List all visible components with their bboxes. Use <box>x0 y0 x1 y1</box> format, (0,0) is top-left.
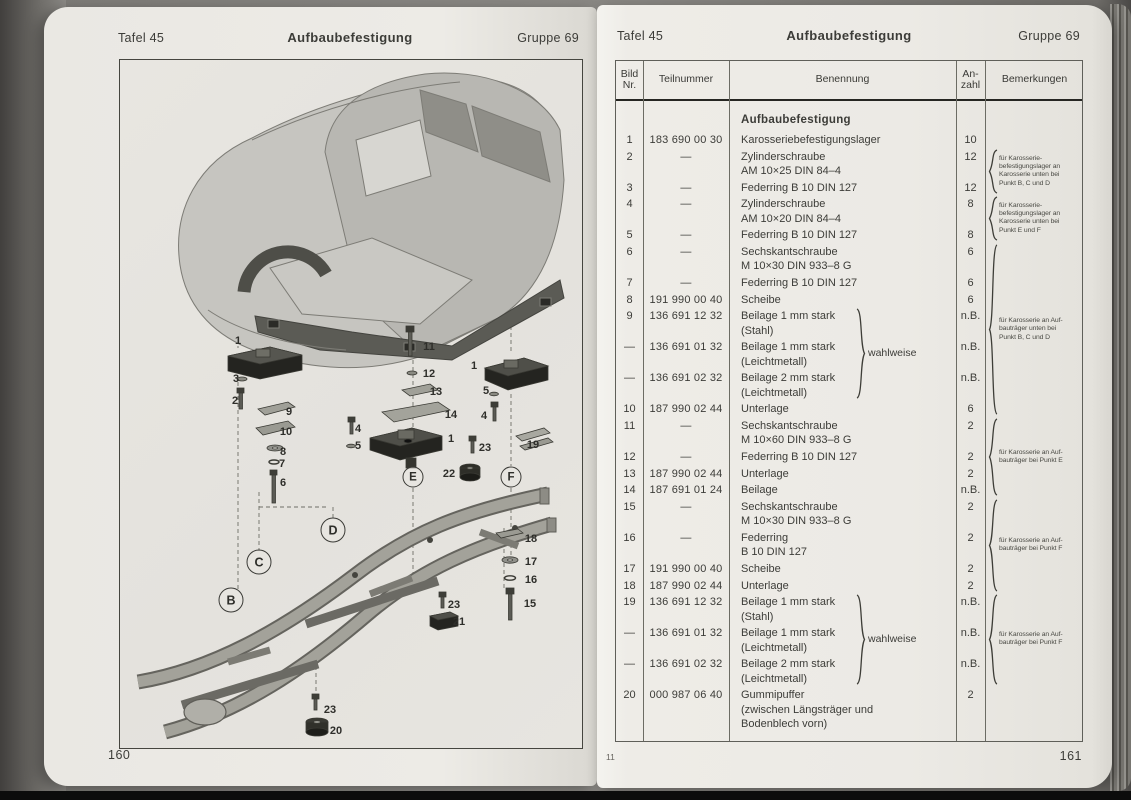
part-callout-8: 8 <box>279 446 287 458</box>
cell-bild-nr: 3 <box>626 181 633 194</box>
cell-bild-nr: 8 <box>626 293 633 306</box>
choice-brace-icon <box>856 594 866 685</box>
cell-teilnummer: 187 990 02 44 <box>649 579 723 592</box>
cell-benennung: Karosseriebefestigungslager <box>741 134 881 146</box>
book-page-stack-edge <box>1110 4 1131 791</box>
cell-bild-nr: 7 <box>626 277 633 290</box>
cell-benennung: Sechskantschraube M 10×30 DIN 933–8 G <box>741 501 852 528</box>
cell-benennung: Beilage 1 mm stark (Leichtmetall) <box>741 627 836 654</box>
cell-benennung: Unterlage <box>741 467 789 480</box>
part-callout-13: 13 <box>429 386 443 398</box>
exploded-view-diagram <box>119 59 583 749</box>
part-callout-16: 16 <box>524 574 538 586</box>
remark-brace-icon <box>988 594 998 685</box>
cell-anzahl: n.B. <box>960 341 981 354</box>
part-callout-6: 6 <box>279 477 287 489</box>
part-callout-5: 5 <box>482 385 490 397</box>
cell-anzahl: 12 <box>964 150 977 163</box>
cell-bild-nr: — <box>624 341 635 354</box>
cell-anzahl: n.B. <box>960 484 981 497</box>
cell-teilnummer: — <box>680 181 692 194</box>
cell-bild-nr: 6 <box>626 246 633 259</box>
cell-benennung: Federring B 10 DIN 127 <box>741 277 858 290</box>
part-callout-14: 14 <box>444 409 458 421</box>
right-plate-number: Tafel 45 <box>617 29 664 43</box>
part-callout-17: 17 <box>524 556 538 568</box>
cell-benennung: Beilage 1 mm stark (Leichtmetall) <box>741 341 836 368</box>
cell-teilnummer: — <box>680 150 692 163</box>
cell-anzahl: 2 <box>967 451 974 464</box>
cell-benennung: Unterlage <box>741 403 789 416</box>
part-callout-21: 21 <box>452 616 466 628</box>
cell-anzahl: 6 <box>967 403 974 416</box>
remark-note: für Karosserie an Auf- bauträger bei Punkt F <box>999 537 1063 553</box>
choice-brace-icon <box>856 308 866 399</box>
part-callout-19: 19 <box>526 439 540 451</box>
column-header-bemerkungen: Bemerkungen <box>1001 73 1068 86</box>
parts-table <box>615 60 1083 742</box>
cell-bild-nr: — <box>624 658 635 671</box>
cell-anzahl: 2 <box>967 563 974 576</box>
cell-bild-nr: — <box>624 372 635 385</box>
right-group-number: Gruppe 69 <box>1018 29 1080 43</box>
right-page-title: Aufbaubefestigung <box>786 28 912 43</box>
cell-benennung: Sechskantschraube M 10×60 DIN 933–8 G <box>741 420 852 447</box>
part-callout-1: 1 <box>470 360 478 372</box>
part-callout-23: 23 <box>323 704 337 716</box>
cell-bild-nr: 1 <box>626 134 633 146</box>
remark-note: für Karosserie- befestigungslager an Karosserie unten bei Punkt B, C und D <box>999 154 1061 187</box>
cell-teilnummer: 136 691 01 32 <box>649 341 723 354</box>
cell-teilnummer: — <box>680 501 692 514</box>
cell-teilnummer: 187 990 02 44 <box>649 403 723 416</box>
cell-teilnummer: 187 691 01 24 <box>649 484 723 497</box>
cell-teilnummer: — <box>680 246 692 259</box>
cell-benennung: Federring B 10 DIN 127 <box>741 229 858 242</box>
table-section-title: Aufbaubefestigung <box>741 114 851 126</box>
cell-anzahl: 6 <box>967 277 974 290</box>
cell-benennung: Federring B 10 DIN 127 <box>741 451 858 464</box>
cell-benennung: Federring B 10 DIN 127 <box>741 532 808 559</box>
table-header-row <box>616 61 1082 99</box>
cell-teilnummer: 191 990 00 40 <box>649 293 723 306</box>
cell-benennung: Gummipuffer (zwischen Längsträger und Bodenblech vorn) <box>741 689 874 730</box>
table-row <box>616 657 1082 686</box>
cell-anzahl: 2 <box>967 532 974 545</box>
cell-benennung: Scheibe <box>741 293 781 306</box>
remark-brace-icon <box>988 499 998 592</box>
cell-bild-nr: 18 <box>623 579 636 592</box>
cell-anzahl: 2 <box>967 467 974 480</box>
left-plate-number: Tafel 45 <box>118 31 165 45</box>
cell-teilnummer: 187 990 02 44 <box>649 467 723 480</box>
table-row <box>616 371 1082 400</box>
point-marker-C: C <box>247 550 272 575</box>
part-callout-4: 4 <box>354 423 362 435</box>
cell-bild-nr: 9 <box>626 310 633 323</box>
column-header-teilnummer: Teilnummer <box>658 73 714 86</box>
cell-bild-nr: 13 <box>623 467 636 480</box>
cell-anzahl: n.B. <box>960 310 981 323</box>
point-marker-F: F <box>501 467 522 488</box>
cell-bild-nr: — <box>624 627 635 640</box>
table-row <box>616 133 1082 147</box>
part-callout-11: 11 <box>423 341 435 353</box>
left-page-number: 160 <box>108 748 131 762</box>
cell-benennung: Federring B 10 DIN 127 <box>741 181 858 194</box>
cell-anzahl: n.B. <box>960 596 981 609</box>
cell-anzahl: 2 <box>967 689 974 702</box>
table-row <box>616 579 1082 593</box>
cell-teilnummer: — <box>680 198 692 211</box>
column-header-anzahl: An- zahl <box>960 67 981 91</box>
cell-anzahl: 6 <box>967 246 974 259</box>
cell-teilnummer: 136 691 12 32 <box>649 310 723 323</box>
cell-anzahl: n.B. <box>960 658 981 671</box>
table-row <box>616 467 1082 481</box>
cell-anzahl: 12 <box>964 181 977 194</box>
cell-anzahl: 10 <box>964 134 977 146</box>
choice-label: wahlweise <box>868 632 917 645</box>
cell-anzahl: 8 <box>967 229 974 242</box>
cell-bild-nr: 5 <box>626 229 633 242</box>
table-row <box>616 483 1082 497</box>
remark-brace-icon <box>988 196 998 241</box>
part-callout-23: 23 <box>447 599 461 611</box>
scanner-background-bottom <box>0 791 1131 800</box>
cell-bild-nr: 12 <box>623 451 636 464</box>
cell-teilnummer: — <box>680 532 692 545</box>
table-row <box>616 688 1082 731</box>
table-row <box>616 245 1082 274</box>
cell-bild-nr: 4 <box>626 198 633 211</box>
cell-anzahl: 6 <box>967 293 974 306</box>
cell-teilnummer: 191 990 00 40 <box>649 563 723 576</box>
right-page-number: 161 <box>1059 749 1082 763</box>
table-row <box>616 340 1082 369</box>
cell-teilnummer: 183 690 00 30 <box>649 134 723 146</box>
cell-teilnummer: 136 691 01 32 <box>649 627 723 640</box>
part-callout-9: 9 <box>285 406 293 418</box>
cell-teilnummer: 136 691 02 32 <box>649 658 723 671</box>
part-callout-12: 12 <box>422 368 436 380</box>
cell-teilnummer: 136 691 02 32 <box>649 372 723 385</box>
cell-benennung: Beilage 2 mm stark (Leichtmetall) <box>741 658 836 685</box>
part-callout-2: 2 <box>231 395 239 407</box>
part-callout-23: 23 <box>478 442 492 454</box>
cell-anzahl: 2 <box>967 501 974 514</box>
cell-bild-nr: 20 <box>623 689 636 702</box>
cell-bild-nr: 16 <box>623 532 636 545</box>
part-callout-1: 1 <box>447 433 455 445</box>
part-callout-20: 20 <box>329 725 343 737</box>
point-marker-E: E <box>403 467 424 488</box>
table-row <box>616 562 1082 576</box>
part-callout-18: 18 <box>524 533 538 545</box>
part-callout-4: 4 <box>480 410 488 422</box>
remark-brace-icon <box>988 149 998 194</box>
cell-anzahl: 2 <box>967 579 974 592</box>
remark-note: für Karosserie an Auf- bauträger bei Punkt E <box>999 448 1063 464</box>
cell-benennung: Zylinderschraube AM 10×20 DIN 84–4 <box>741 198 841 225</box>
point-marker-D: D <box>321 518 346 543</box>
cell-teilnummer: 000 987 06 40 <box>649 689 723 702</box>
cell-benennung: Scheibe <box>741 563 781 576</box>
cell-teilnummer: — <box>680 229 692 242</box>
column-header-bild: Bild Nr. <box>620 67 639 91</box>
cell-benennung: Zylinderschraube AM 10×25 DIN 84–4 <box>741 150 841 177</box>
remark-brace-icon <box>988 418 998 496</box>
cell-benennung: Beilage <box>741 484 778 497</box>
cell-anzahl: 2 <box>967 420 974 433</box>
part-callout-7: 7 <box>278 458 286 470</box>
remark-note: für Karosserie- befestigungslager an Karosserie unten bei Punkt E und F <box>999 201 1061 234</box>
table-row <box>616 419 1082 448</box>
choice-label: wahlweise <box>868 346 917 359</box>
remark-note: für Karosserie an Auf- bauträger bei Punkt F <box>999 631 1063 647</box>
signature-mark: 11 <box>606 752 615 762</box>
column-header-benennung: Benennung <box>815 73 870 86</box>
part-callout-10: 10 <box>279 426 293 438</box>
cell-benennung: Beilage 1 mm stark (Stahl) <box>741 596 836 623</box>
cell-bild-nr: 14 <box>623 484 636 497</box>
left-page-title: Aufbaubefestigung <box>287 30 413 45</box>
part-callout-22: 22 <box>442 468 456 480</box>
cell-anzahl: n.B. <box>960 372 981 385</box>
cell-bild-nr: 11 <box>623 420 636 433</box>
cell-anzahl: 8 <box>967 198 974 211</box>
cell-teilnummer: — <box>680 420 692 433</box>
cell-teilnummer: — <box>680 451 692 464</box>
table-row <box>616 500 1082 529</box>
cell-teilnummer: — <box>680 277 692 290</box>
table-row <box>616 595 1082 624</box>
table-row <box>616 402 1082 416</box>
cell-benennung: Sechskantschraube M 10×30 DIN 933–8 G <box>741 246 852 273</box>
cell-bild-nr: 17 <box>623 563 636 576</box>
part-callout-3: 3 <box>232 373 240 385</box>
part-callout-1: 1 <box>234 335 242 347</box>
cell-benennung: Beilage 2 mm stark (Leichtmetall) <box>741 372 836 399</box>
cell-benennung: Beilage 1 mm stark (Stahl) <box>741 310 836 337</box>
cell-teilnummer: 136 691 12 32 <box>649 596 723 609</box>
callout-layer <box>120 60 582 748</box>
remark-brace-icon <box>988 244 998 415</box>
table-body <box>616 102 1082 741</box>
left-group-number: Gruppe 69 <box>517 31 579 45</box>
table-row <box>616 293 1082 307</box>
cell-bild-nr: 10 <box>623 403 636 416</box>
right-page <box>597 5 1112 788</box>
cell-benennung: Unterlage <box>741 579 789 592</box>
table-row <box>616 276 1082 290</box>
left-page <box>44 7 597 786</box>
part-callout-5: 5 <box>354 440 362 452</box>
cell-bild-nr: 2 <box>626 150 633 163</box>
cell-bild-nr: 15 <box>623 501 636 514</box>
point-marker-B: B <box>219 588 244 613</box>
remark-note: für Karosserie an Auf- bauträger unten bei Punkt B, C und D <box>999 317 1063 341</box>
cell-bild-nr: 19 <box>623 596 636 609</box>
cell-anzahl: n.B. <box>960 627 981 640</box>
part-callout-15: 15 <box>523 598 537 610</box>
